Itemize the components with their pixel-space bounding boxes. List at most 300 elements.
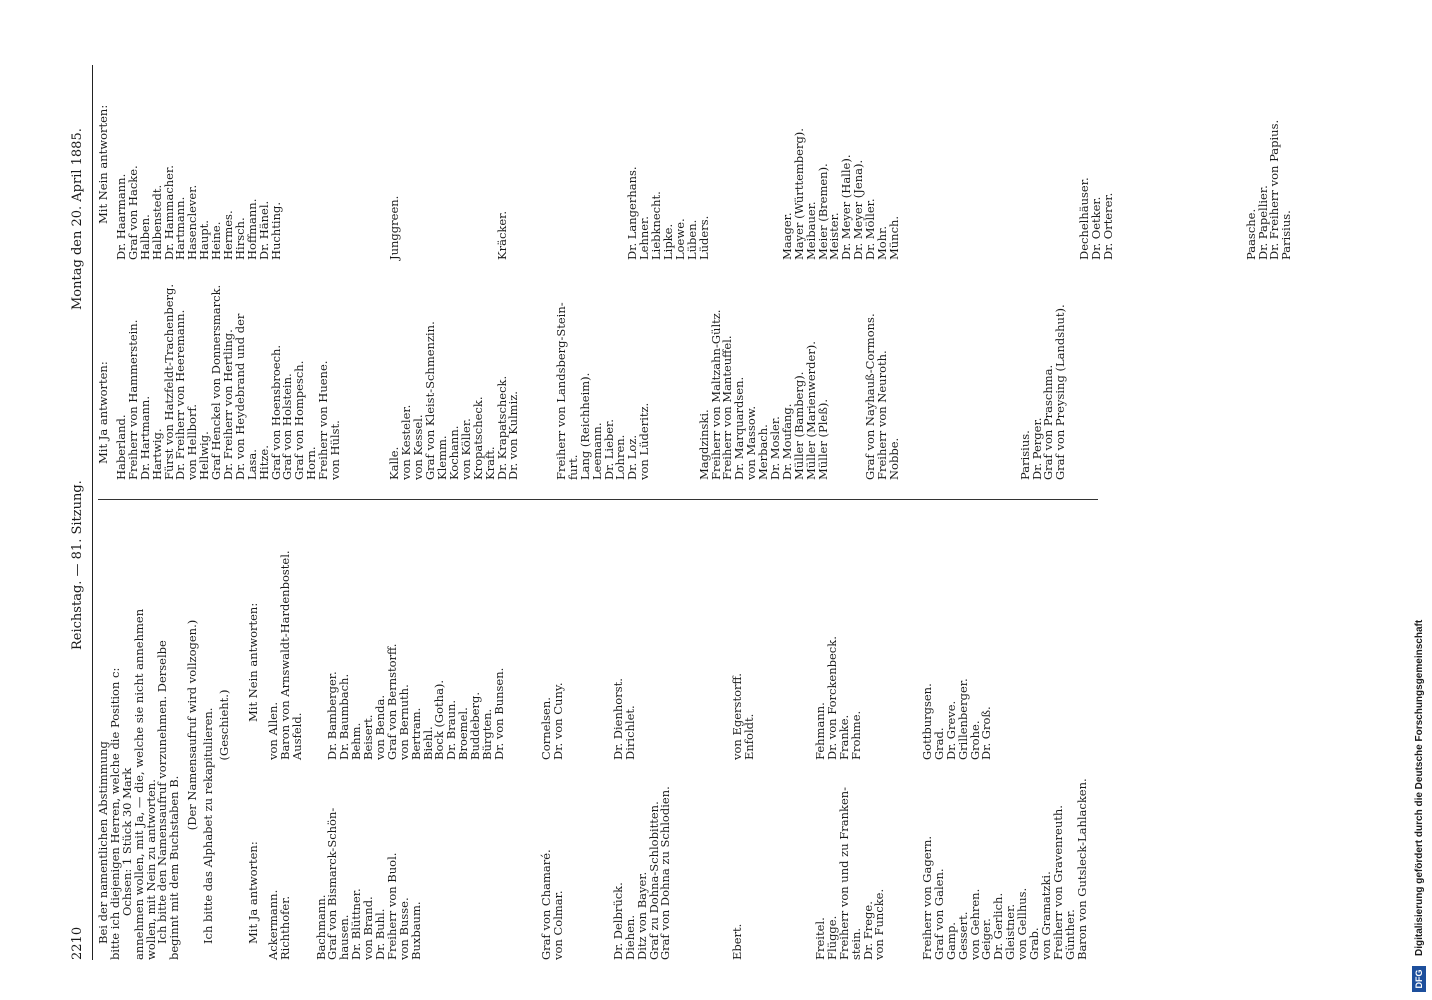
member-name: Graf von Preysing (Landshut). xyxy=(1053,304,1068,480)
member-name: Graf von Hoensbroech. xyxy=(268,344,283,480)
member-name: Dr. Krapatscheck. xyxy=(494,375,509,480)
member-name xyxy=(708,530,720,760)
member-name: Broemel. xyxy=(456,707,471,760)
right-ja-list xyxy=(116,250,1067,480)
member-name: Dr. Freiherr von Heeremann. xyxy=(173,309,188,480)
member-name xyxy=(544,30,556,260)
member-name: Enfoldt. xyxy=(741,713,756,760)
member-name xyxy=(758,30,770,260)
member-name: Dr. Delbrück. xyxy=(610,882,625,960)
member-name: von Benda. xyxy=(373,694,388,760)
member-name: Dr. Dienhorst. xyxy=(610,678,625,760)
member-name: Huchting. xyxy=(268,201,283,260)
member-name xyxy=(1139,30,1151,260)
member-name xyxy=(913,250,925,480)
member-name: Fehmann. xyxy=(812,702,827,760)
member-name xyxy=(292,740,304,960)
member-name: Freitel. xyxy=(812,917,827,960)
member-name xyxy=(506,530,518,760)
member-name: Dr. Moufang. xyxy=(779,403,794,480)
member-name: Hoffmann. xyxy=(244,198,259,260)
member-name xyxy=(898,530,910,760)
member-name xyxy=(984,30,996,260)
member-name: Loewe. xyxy=(672,218,687,260)
member-name: Freiherr von Maltzahn-Gültz. xyxy=(708,309,723,480)
member-name: furt. xyxy=(565,454,580,480)
member-name xyxy=(589,530,601,760)
member-name xyxy=(696,740,708,960)
member-name xyxy=(1127,30,1139,260)
member-name: Dr. Baumbach. xyxy=(337,673,352,760)
member-name: Dr. Groß. xyxy=(979,706,994,760)
member-name: Dr. Meyer (Halle). xyxy=(839,154,854,260)
member-name xyxy=(886,530,898,760)
member-name: Graf von Kleist-Schmenzin. xyxy=(423,321,438,480)
member-name: Müller (Marienwerder). xyxy=(803,341,818,480)
member-name xyxy=(1186,30,1198,260)
member-name xyxy=(1210,30,1222,260)
member-name: hausen. xyxy=(337,914,352,960)
member-name: Hartmann. xyxy=(173,196,188,260)
intro-line: beginnt mit dem Buchstaben B. xyxy=(167,775,182,960)
member-name: von Köller. xyxy=(458,418,473,480)
member-name: Freiherr von Manteuffel. xyxy=(720,335,735,480)
member-name xyxy=(330,30,342,260)
member-name: Dr. Buhl. xyxy=(373,908,388,960)
member-name xyxy=(886,740,898,960)
member-name xyxy=(1115,30,1127,260)
member-name xyxy=(401,30,413,260)
member-name xyxy=(984,250,996,480)
member-name: Buddeberg. xyxy=(468,691,483,760)
member-name: Dr. Marquardsen. xyxy=(732,376,747,480)
digitization-footer xyxy=(1408,0,1430,1000)
member-name: von Gellhus. xyxy=(1015,887,1030,960)
member-name: Baron von Gutsleck-Lahlacken. xyxy=(1074,778,1089,960)
member-name: stein. xyxy=(848,927,863,960)
member-name xyxy=(470,740,482,960)
member-name xyxy=(565,530,577,760)
member-name: Behm. xyxy=(349,722,364,760)
member-name: Lang (Reichheim). xyxy=(577,372,592,480)
member-name: Dr. Papellier. xyxy=(1255,185,1270,260)
member-name: Diehen. xyxy=(622,915,637,960)
member-name: Klemm. xyxy=(435,435,450,480)
nein-heading-right: Mit Nein antworten: xyxy=(96,104,110,224)
member-name xyxy=(366,30,378,260)
member-name: Cornelsen. xyxy=(539,697,554,760)
member-name: Dr. von Forckenbeck. xyxy=(824,636,839,760)
member-name xyxy=(779,530,791,760)
member-name: Haupt. xyxy=(197,220,212,260)
member-name xyxy=(901,30,913,260)
member-name xyxy=(672,530,684,760)
member-name xyxy=(354,250,366,480)
member-name: Dechelhäuser. xyxy=(1077,177,1092,260)
member-name: Graf zu Dohna-Schlobitten. xyxy=(646,801,661,960)
member-name: Flügge. xyxy=(824,915,839,960)
member-name xyxy=(506,740,518,960)
member-name: von Funcke. xyxy=(872,888,887,960)
member-name: Dirichlet. xyxy=(622,705,637,760)
member-name: Hirsch. xyxy=(232,217,247,260)
member-name xyxy=(1032,30,1044,260)
member-name: von Bernuth. xyxy=(396,684,411,760)
member-name xyxy=(779,740,791,960)
left-ja-list xyxy=(268,740,1088,960)
member-name: Bachmann. xyxy=(313,894,328,960)
intro-line: bitte ich diejenigen Herren, welche die Position c: xyxy=(107,667,122,960)
intro-line: Ochsen: 1 Stück 30 Mark xyxy=(119,767,134,916)
member-name: Richthofer. xyxy=(277,895,292,960)
member-name: Horn. xyxy=(304,446,319,480)
member-name xyxy=(791,740,803,960)
member-name xyxy=(660,530,672,760)
member-name: Gessert. xyxy=(955,911,970,960)
member-name xyxy=(532,250,544,480)
member-name: Dr. Freiherr von Hertling. xyxy=(221,329,236,480)
member-name: Freiherr von Buol. xyxy=(384,852,399,960)
member-name xyxy=(936,250,948,480)
member-name: Paasche. xyxy=(1243,208,1258,260)
member-name xyxy=(756,530,768,760)
member-name xyxy=(901,250,913,480)
member-name xyxy=(996,250,1008,480)
left-vote-headings xyxy=(248,603,260,960)
member-name xyxy=(494,740,506,960)
member-name: Dr. Lieber. xyxy=(601,419,616,480)
member-name: Dr. von Heydebrand und der xyxy=(232,313,247,480)
member-name: Lüders. xyxy=(696,215,711,260)
member-name xyxy=(1150,30,1162,260)
member-name: Halben. xyxy=(137,214,152,260)
member-name xyxy=(592,30,604,260)
member-name xyxy=(461,30,473,260)
member-name xyxy=(767,740,779,960)
dfg-logo: DFG xyxy=(1412,966,1426,992)
member-name: Dr. Hartmann. xyxy=(137,396,152,480)
member-name xyxy=(577,530,589,760)
member-name xyxy=(863,530,875,760)
member-name: Hitze. xyxy=(256,445,271,480)
member-name xyxy=(294,30,306,260)
member-name: Fürst von Hatzfeldt-Trachenberg. xyxy=(161,283,176,480)
member-name: Lüben. xyxy=(684,219,699,260)
member-name xyxy=(756,740,768,960)
member-name xyxy=(898,740,910,960)
member-name xyxy=(366,250,378,480)
member-name: Dr. Perger. xyxy=(1029,417,1044,480)
member-name xyxy=(520,30,532,260)
member-name xyxy=(734,30,746,260)
member-name: von Gramatzki. xyxy=(1038,871,1053,960)
member-name xyxy=(672,740,684,960)
column-divider xyxy=(98,499,1098,500)
member-name: Kraft. xyxy=(482,446,497,480)
session-date: Montag den 20. April 1885. xyxy=(70,128,85,310)
member-name: Dr. von Cuny. xyxy=(551,682,566,760)
member-name xyxy=(568,30,580,260)
member-name: Maager. xyxy=(779,212,794,260)
member-name: Haberland. xyxy=(114,414,128,480)
member-name: Dr. Langerhans. xyxy=(625,166,640,260)
member-name: Graf von Galen. xyxy=(931,868,946,960)
member-name: von Hülst. xyxy=(328,420,343,480)
right-nein-list xyxy=(116,30,1293,260)
member-name xyxy=(925,30,937,260)
member-name: Parisius. xyxy=(1017,430,1032,480)
member-name: Graf von Praschma. xyxy=(1041,364,1056,480)
member-name: Dr. Mosler. xyxy=(767,416,782,480)
member-name: Kräcker. xyxy=(494,210,509,260)
member-name xyxy=(378,250,390,480)
member-name: Dr. Freiherr von Papius. xyxy=(1267,119,1282,260)
member-name: von Gehren. xyxy=(967,888,982,960)
intro-line: Bei der namentlichen Abstimmung xyxy=(96,741,110,944)
member-name xyxy=(304,530,316,760)
member-name: Nobbe. xyxy=(886,437,901,480)
member-name: Graf von Bernstorff. xyxy=(384,643,399,760)
member-name: von Egerstorff. xyxy=(729,673,744,760)
member-name: Gamp. xyxy=(943,922,958,960)
member-name xyxy=(342,30,354,260)
member-name xyxy=(342,250,354,480)
member-name xyxy=(446,740,458,960)
member-name: Hasenclever. xyxy=(185,184,200,260)
member-name: Graf von Hompesch. xyxy=(292,360,307,480)
member-name xyxy=(948,30,960,260)
member-name: Biehl. xyxy=(420,726,435,760)
member-name: Graf von Hacke. xyxy=(125,165,140,260)
member-name: Dr. Greve. xyxy=(943,700,958,760)
member-name xyxy=(1174,30,1186,260)
member-name: Dr. Oetker. xyxy=(1089,196,1104,260)
member-name xyxy=(841,250,853,480)
member-name: Lasa. xyxy=(244,449,259,480)
member-name xyxy=(354,30,366,260)
member-name xyxy=(936,30,948,260)
member-name xyxy=(282,30,294,260)
member-name: Lohren. xyxy=(613,434,628,480)
member-name xyxy=(1043,30,1055,260)
member-name xyxy=(684,530,696,760)
member-name xyxy=(708,740,720,960)
member-name xyxy=(306,30,318,260)
member-name: Müller (Pleß). xyxy=(815,398,830,480)
member-name: Dr. von Bunsen. xyxy=(491,667,506,760)
member-name: Meister. xyxy=(827,212,842,260)
member-name: von Allen. xyxy=(266,701,280,760)
member-name: Freiherr von Landsberg-Stein- xyxy=(553,302,568,480)
member-name: Geiger. xyxy=(979,918,994,960)
member-name: Grillenberger. xyxy=(955,678,970,760)
member-name xyxy=(744,740,756,960)
member-name xyxy=(589,740,601,960)
member-name xyxy=(675,250,687,480)
session-title: Reichstag. — 81. Sitzung. xyxy=(70,480,85,650)
member-name xyxy=(663,250,675,480)
member-name xyxy=(580,30,592,260)
member-name xyxy=(437,30,449,260)
member-name xyxy=(604,30,616,260)
member-name: Graf von Bismarck-Schön- xyxy=(325,807,340,960)
nein-heading: Mit Nein antworten: xyxy=(246,602,260,722)
left-nein-list xyxy=(268,530,993,760)
member-name: Dr. Gerlich. xyxy=(991,892,1006,960)
member-name: von Kessel. xyxy=(411,414,426,480)
intro-text xyxy=(98,490,231,960)
member-name: Münch. xyxy=(886,215,901,260)
member-name xyxy=(318,30,330,260)
member-name: Hermes. xyxy=(221,210,236,260)
member-name: Meier (Bremen). xyxy=(815,163,830,260)
member-name: Bertram. xyxy=(408,707,423,760)
member-name: Franke. xyxy=(836,714,851,760)
member-name: Freiherr von Hammerstein. xyxy=(125,319,140,480)
member-name: Günther. xyxy=(1062,909,1077,960)
member-name: Meibauer. xyxy=(803,201,818,260)
member-name xyxy=(508,30,520,260)
member-name: Freiherr von Gagern. xyxy=(919,835,934,960)
member-name xyxy=(711,30,723,260)
member-name xyxy=(520,250,532,480)
page-number: 2210 xyxy=(70,926,85,960)
member-name: Müller (Bamberg). xyxy=(791,371,806,480)
intro-line: Ich bitte das Alphabet zu rekapitulieren. xyxy=(201,707,216,944)
member-name xyxy=(518,740,530,960)
member-name: Ditz von Bayer. xyxy=(634,871,649,960)
member-name: Kochann. xyxy=(446,425,461,480)
member-name xyxy=(1162,30,1174,260)
member-name: Parisius. xyxy=(1279,210,1294,260)
member-name xyxy=(960,30,972,260)
member-name xyxy=(696,530,708,760)
member-name: Dr. Haarmann. xyxy=(114,173,128,260)
member-name: Lehner. xyxy=(637,216,652,260)
member-name xyxy=(1198,30,1210,260)
member-name xyxy=(1020,30,1032,260)
member-name xyxy=(637,530,649,760)
member-name xyxy=(449,30,461,260)
member-name: Freiherr von Gravenreuth. xyxy=(1050,805,1065,960)
member-name xyxy=(874,530,886,760)
member-name xyxy=(649,530,661,760)
member-name xyxy=(791,530,803,760)
member-name: Gottburgsen. xyxy=(919,683,934,760)
member-name xyxy=(948,250,960,480)
member-name: von Lüderitz. xyxy=(637,402,652,480)
member-name: Dr. von Kulmiz. xyxy=(506,391,521,480)
member-name xyxy=(913,30,925,260)
member-name: Grad. xyxy=(931,727,946,760)
member-name xyxy=(556,30,568,260)
member-name: Heine. xyxy=(209,221,224,260)
member-name: Hellwig. xyxy=(197,431,212,480)
member-name xyxy=(1055,30,1067,260)
footer-text: Digitalisierung gefördert durch die Deutsche Forschungsgemeinschaft xyxy=(1414,619,1425,956)
member-name: Dr. Bamberger. xyxy=(325,671,340,760)
member-name: Dr. Meyer (Jena). xyxy=(851,159,866,260)
member-name: Baron von Arnswaldt-Hardenbostel. xyxy=(277,550,292,760)
member-name: Beisert. xyxy=(361,714,376,760)
member-name: Graf von Chamaré. xyxy=(539,849,554,960)
member-name xyxy=(423,740,435,960)
member-name: Dr. Blüttner. xyxy=(349,888,364,960)
member-name: Junggreen. xyxy=(387,195,402,260)
member-name: Hartwig. xyxy=(149,428,164,480)
member-name xyxy=(434,740,446,960)
member-name xyxy=(577,740,589,960)
member-name: Bürgten. xyxy=(480,708,495,760)
member-name: von Hellborf. xyxy=(185,404,200,480)
member-name: Mayer (Württemberg). xyxy=(791,128,806,260)
member-name xyxy=(996,30,1008,260)
member-name xyxy=(829,250,841,480)
intro-line: (Geschieht.) xyxy=(217,689,232,761)
member-name: Dr. Frege. xyxy=(860,901,875,960)
member-name: Kalle. xyxy=(387,446,402,480)
member-name: Magdzinski. xyxy=(696,409,711,480)
member-name: Graf von Holstein. xyxy=(280,373,295,480)
member-name: von Colmar. xyxy=(551,890,566,960)
member-name: Freiherr von Neuroth. xyxy=(875,350,889,480)
member-name xyxy=(972,30,984,260)
member-name xyxy=(482,740,494,960)
member-name: Ackermann. xyxy=(266,889,280,960)
member-name: von Busse. xyxy=(396,897,411,960)
member-name: Buxbaum. xyxy=(408,901,423,960)
member-name: von Brand. xyxy=(361,896,376,960)
member-name: Freiherr von Huene. xyxy=(316,360,331,480)
member-name: von Kesteler. xyxy=(399,404,414,480)
intro-line: (Der Namensaufruf wird vollzogen.) xyxy=(185,619,200,831)
member-name xyxy=(1008,30,1020,260)
member-name: Ausfeld. xyxy=(289,712,304,760)
member-name: Dr. Braun. xyxy=(444,699,459,760)
member-name: Merbach. xyxy=(756,424,771,480)
member-name xyxy=(925,250,937,480)
member-name: Bock (Gotha). xyxy=(432,679,447,760)
ja-heading-right: Mit Ja antworten: xyxy=(96,361,110,464)
member-name: Graf von Nayhauß-Cormons. xyxy=(863,313,878,480)
member-name: Dr. Hammacher. xyxy=(161,165,176,260)
member-name: Dr. Loz. xyxy=(625,434,640,480)
intro-line: Ich bitte den Namensaufruf vorzunehmen. Derselbe xyxy=(155,640,170,944)
member-name: Kropatscheck. xyxy=(470,396,485,480)
member-name: Dr. Möller. xyxy=(863,198,878,260)
member-name: Mohr. xyxy=(875,226,889,260)
member-name: Grab. xyxy=(1027,927,1041,960)
member-name xyxy=(473,30,485,260)
member-name xyxy=(413,30,425,260)
member-name xyxy=(565,740,577,960)
intro-line: wollen, mit Nein zu antworten. xyxy=(143,779,158,960)
member-name: Dr. Hänel. xyxy=(256,200,271,260)
page-header xyxy=(68,65,93,960)
member-name: Dr. Orterer. xyxy=(1100,192,1115,260)
member-name xyxy=(960,250,972,480)
member-name: Graf Henckel von Donnersmarck. xyxy=(209,284,224,480)
intro-line: annehmen wollen, mit Ja, — die, welche sie nicht annehmen xyxy=(131,608,146,960)
member-name xyxy=(532,30,544,260)
member-name xyxy=(722,30,734,260)
member-name xyxy=(425,30,437,260)
member-name: Frohme. xyxy=(848,710,863,760)
member-name xyxy=(1222,30,1234,260)
member-name xyxy=(651,250,663,480)
member-name xyxy=(746,30,758,260)
member-name: Gleistner. xyxy=(1003,904,1018,960)
